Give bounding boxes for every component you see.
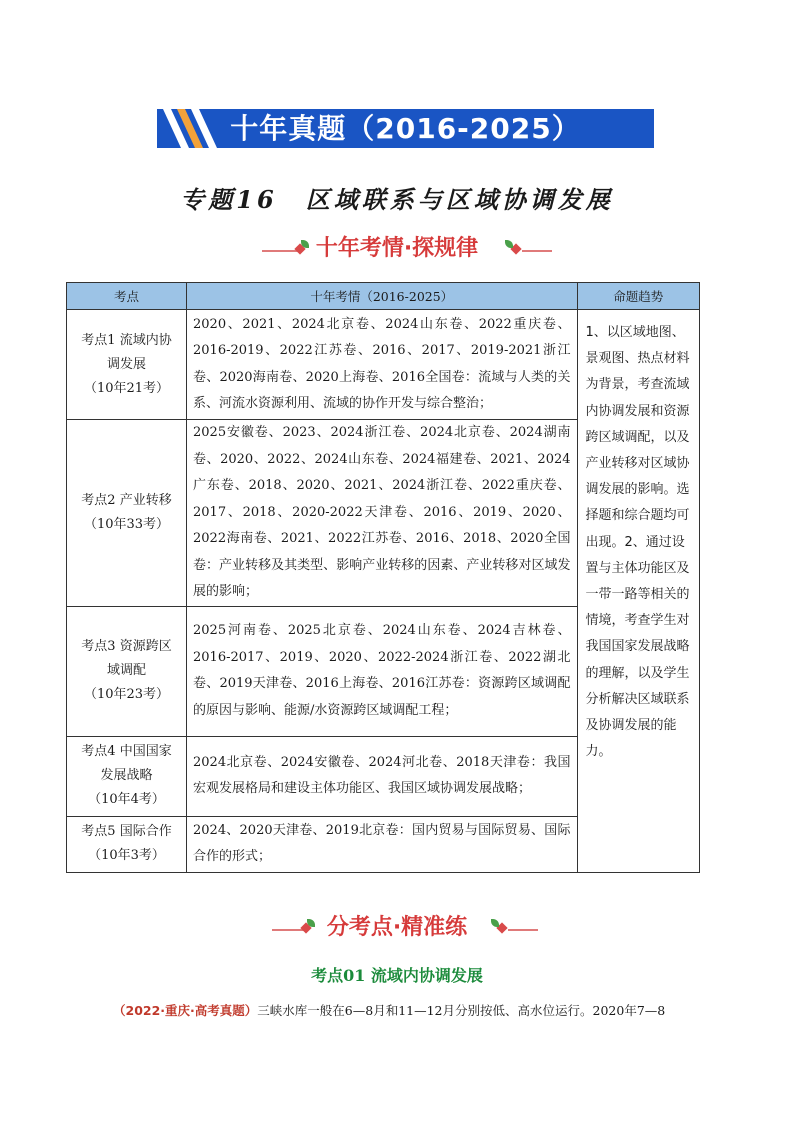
point-count: （10年23考） <box>83 687 170 702</box>
point-name: 考点5 国际合作 <box>81 824 172 839</box>
title-banner <box>157 109 654 148</box>
header-point: 考点 <box>67 283 187 310</box>
header-detail: 十年考情（2016-2025） <box>187 283 578 310</box>
point-cell <box>67 606 187 736</box>
point-name: 考点1 流域内协调发展 <box>81 332 172 372</box>
point-name: 考点4 中国国家发展战略 <box>81 744 172 783</box>
section-header-practice <box>0 913 794 943</box>
exam-table <box>66 282 700 873</box>
point-heading: 考点01 流域内协调发展 <box>311 966 483 985</box>
detail-cell: 2025河南卷、2025北京卷、2024山东卷、2024吉林卷、2016-2017、2019、2020、2022-2024浙江卷、2022湖北卷、2019天津卷、2016上海卷、2016江苏卷：资源跨区域调配的原因与影响、能源/水资源跨区域调配工程； <box>187 606 578 736</box>
point-name: 考点2 产业转移 <box>81 492 172 508</box>
detail-cell: 2020、2021、2024北京卷、2024山东卷、2022重庆卷、2016-2019、2022江苏卷、2016、2017、2019-2021浙江卷、2020海南卷、2020上海卷、2016全国卷：流域与人类的关系、河流水资源利用、流域的协作开发与综合整治； <box>187 310 578 420</box>
question-source: （2022·重庆·高考真题） <box>113 1003 258 1018</box>
point-count: （10年4考） <box>88 792 165 807</box>
question-text <box>113 1001 665 1019</box>
point-cell <box>67 420 187 607</box>
detail-cell: 2024、2020天津卷、2019北京卷：国内贸易与国际贸易、国际合作的形式； <box>187 816 578 872</box>
section-header-trend <box>0 234 794 264</box>
table-header-row <box>67 283 700 310</box>
subject-number: 专题16 <box>180 185 278 214</box>
section-label: 分考点·精准练 <box>326 915 468 940</box>
point-count: （10年33考） <box>83 516 170 532</box>
point-cell <box>67 736 187 816</box>
section-label: 十年考情·探规律 <box>315 236 479 261</box>
point-cell <box>67 816 187 872</box>
subject-title <box>0 180 794 215</box>
detail-cell: 2024北京卷、2024安徽卷、2024河北卷、2018天津卷：我国宏观发展格局和建设主体功能区、我国区域协调发展战略； <box>187 736 578 816</box>
header-trend: 命题趋势 <box>577 283 699 310</box>
trend-cell: 1、以区域地图、景观图、热点材料为背景，考查流域内协调发展和资源跨区域调配，以及产业转移对区域协调发展的影响。选择题和综合题均可出现。2、通过设置与主体功能区及一带一路等相关的情境，考查学生对我国国家发展战略的理解，以及学生分析解决区域联系及协调发展的能力。 <box>577 310 699 873</box>
detail-cell: 2025安徽卷、2023、2024浙江卷、2024北京卷、2024湖南卷、2020、2022、2024山东卷、2024福建卷、2021、2024广东卷、2018、2020、2021、2024浙江卷、2022重庆卷、2017、2018、2020-2022天津卷、2016、2019、2020、2022海南卷、2021、2022江苏卷、2016、2018、2020全国卷：产业转移及其类型、影响产业转移的因素、产业转移对区域发展的影响； <box>187 420 578 607</box>
point-count: （10年3考） <box>88 848 165 863</box>
point-cell <box>67 310 187 420</box>
table-row <box>67 310 700 420</box>
banner-title: 十年真题（2016-2025） <box>230 112 581 145</box>
question-body: 三峡水库一般在6—8月和11—12月分别按低、高水位运行。2020年7—8 <box>257 1003 666 1018</box>
point-name: 考点3 资源跨区域调配 <box>81 639 172 678</box>
subject-name: 区域联系与区域协调发展 <box>305 185 614 214</box>
point-count: （10年21考） <box>83 380 170 396</box>
